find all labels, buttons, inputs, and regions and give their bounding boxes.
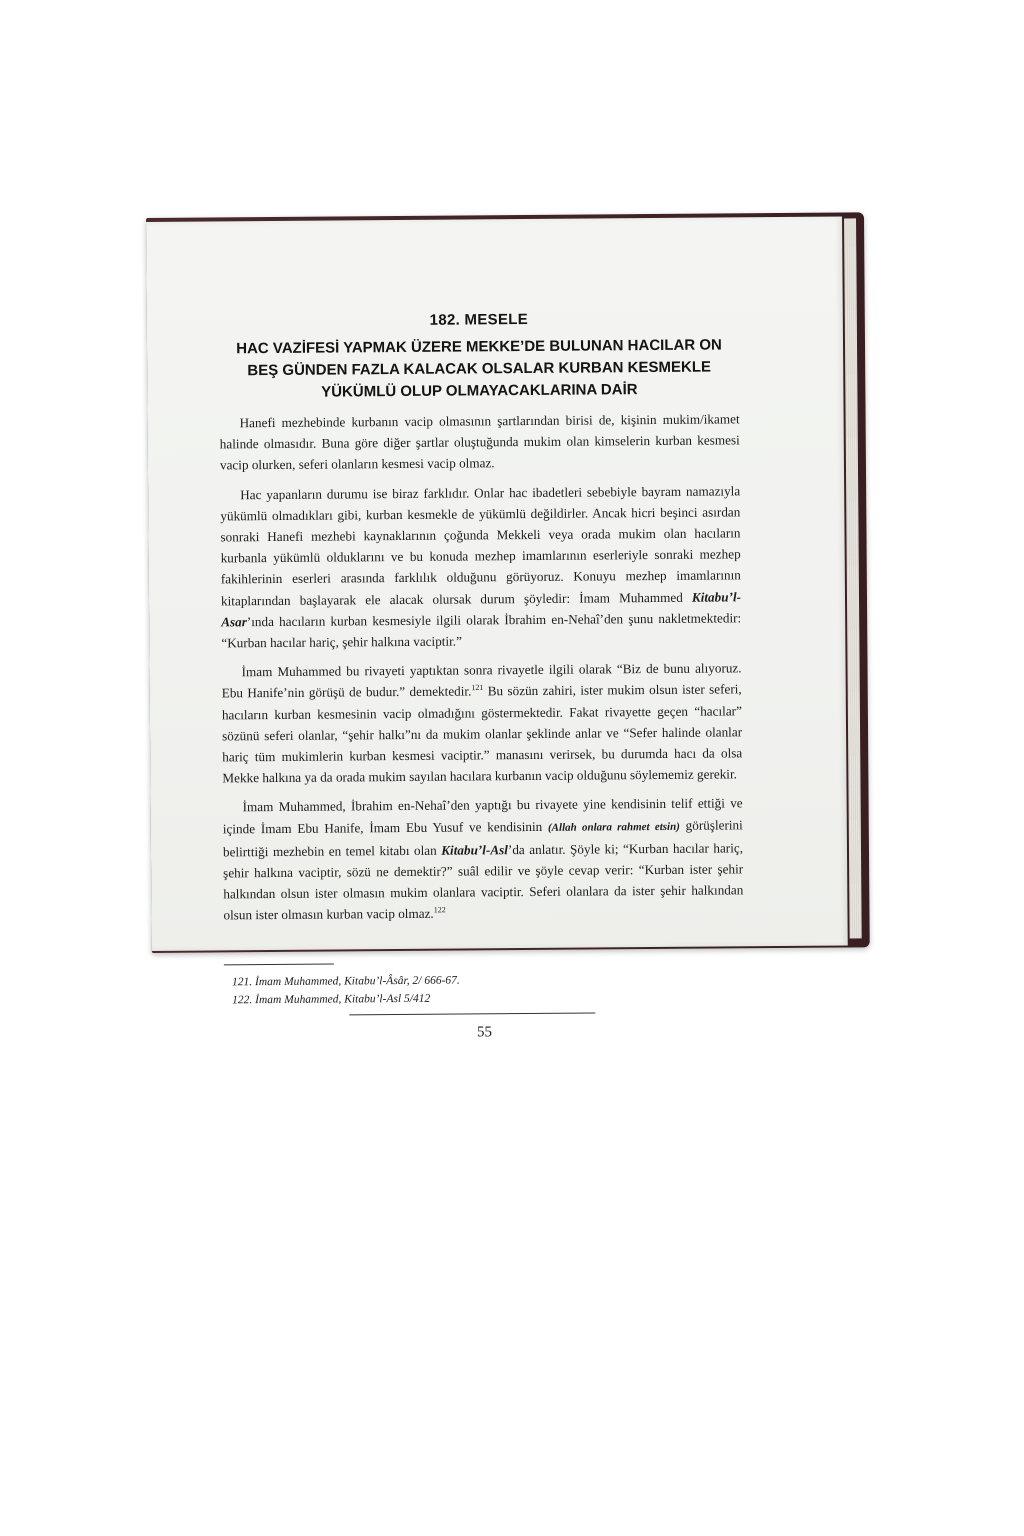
paragraph-4: İmam Muhammed, İbrahim en-Nehaî’den yaptığı bu rivayete yine kendisinin telif ettiği ve içinde İmam Ebu Hanife, İmam Ebu Yusuf ve kendisinin (Allah onlara rahmet etsin) görüşlerini belirttiği mezhebin en temel kitabı olan Kitabu’l-Asl’da anlatır. Şöyle ki; “Kurban hacılar hariç, şehir halkına vaciptir, sözü ne demektir?” suâl edilir ve şöyle cevap verir: “Kurban ister şehir halkından olsun ister olmasın mukim olanlara vaciptir. Seferi olanlara da ister şehir halkından olsun ister olmasın kurban vacip olmaz.$^{122}$: [222, 795, 744, 923]
footnote-ref-121[interactable]: 121: [471, 683, 484, 693]
footnote-122: 122. İmam Muhammed, Kitabu’l-Asl 5/412: [232, 992, 431, 1007]
paragraph-1: Hanefi mezhebinde kurbanın vacip olmasının şartlarından birisi de, kişinin mukim/ikamet halinde olmasıdır. Buna göre diğer şartlar oluştuğunda mukim olan kimselerin kurban kesmesi vacip olurken, seferi olanların kesmesi vacip olmaz.: [219, 411, 740, 473]
prayer-phrase: (Allah onlara rahmet etsin): [547, 820, 680, 834]
page-number: 55: [476, 1023, 492, 1041]
footnote-ref-122[interactable]: 122: [433, 905, 446, 915]
paragraph-2: Hac yapanların durumu ise biraz farklıdır. Onlar hac ibadetleri sebebiyle bayram namazıyla yükümlü olmadıkları gibi, kurban kesmekle de yükümlü değildirler. Ancak hicri beşinci asırdan sonraki Hanefi mezhebi kaynaklarının çoğunda Mekkeli veya orada mukim olan hacıların kurbanla yükümlü olduklarını ve bu konuda mezhep imamlarının eserleriyle sonraki mezhep fakihlerinin eserleri arasında farklılık olduğunu görüyoruz. Konuyu mezhep imamlarının kitaplarından başlayarak ele alacak olursak durum şöyledir: İmam Muhammed Kitabu’l-Asar’ında hacıların kurban kesmesiyle ilgili olarak İbrahim en-Nehaî’den şunu nakletmektedir: “Kurban hacılar hariç, şehir halkına vaciptir.”: [220, 482, 742, 651]
section-number: 182. MESELE: [429, 311, 529, 329]
book-title-asar: Kitabu’l-Asar: [221, 588, 742, 630]
footnote-121: 121. İmam Muhammed, Kitabu’l-Âsâr, 2/ 666-67.: [231, 974, 460, 989]
book-title-asl: Kitabu’l-Asl: [441, 842, 508, 858]
book-page: [146, 217, 848, 1041]
page-content: [219, 309, 745, 1060]
section-title: HAC VAZİFESİ YAPMAK ÜZERE MEKKE’DE BULUNAN HACILAR ON BEŞ GÜNDEN FAZLA KALACAK OLSALAR KURBAN KESMEKLE YÜKÜMLÜ OLUP OLMAYACAKLARINA DAİR: [236, 336, 722, 401]
footnote-divider: [224, 963, 334, 965]
paragraph-3: İmam Muhammed bu rivayeti yaptıktan sonra rivayetle ilgili olarak “Biz de bunu alıyoruz. Ebu Hanife’nin görüşü de budur.” demektedir.$^{121}$ Bu sözün zahiri, ister mukim olsun ister seferi, hacıların kurban kesmesinin vacip olmadığını göstermektedir. Fakat rivayette geçen “hacılar” sözünü seferi olanlar, “şehir halkı”nı da mukim olanlar şeklinde anlar ve “Sefer halinde olanlar hariç tüm mukimlerin kurban kesmesi vaciptir.” manasını verirsek, bu durumda hacı da olsa Mekke halkına ya da orada mukim sayılan hacılara kurbanın vacip olduğunu söylememiz gerekir.: [221, 660, 743, 786]
bottom-divider: [349, 1012, 595, 1015]
book: [146, 212, 870, 1041]
body-text: [220, 408, 744, 926]
